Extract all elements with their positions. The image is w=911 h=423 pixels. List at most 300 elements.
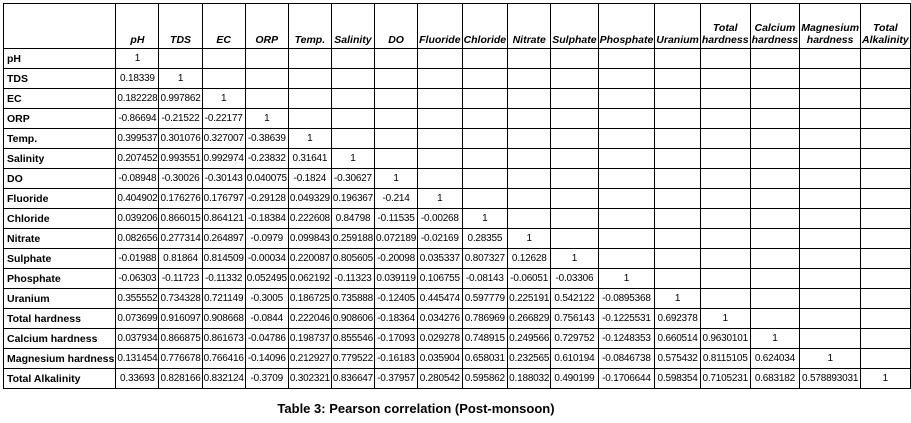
table-cell: 0.866875: [159, 329, 202, 349]
row-label: Chloride: [4, 209, 116, 229]
table-cell: 0.052495: [245, 269, 288, 289]
table-cell: [551, 49, 598, 69]
table-row: [4, 349, 911, 369]
table-cell: 0.575432: [655, 349, 701, 369]
table-cell: [288, 89, 331, 109]
table-cell: -0.0895368: [598, 289, 655, 309]
table-cell: [245, 89, 288, 109]
column-header: Phosphate: [598, 4, 655, 49]
table-cell: 0.039119: [375, 269, 418, 289]
column-header: Temp.: [288, 4, 331, 49]
table-cell: [800, 209, 861, 229]
table-cell: [800, 169, 861, 189]
table-cell: 1: [700, 309, 750, 329]
table-cell: [750, 149, 800, 169]
table-cell: 0.18339: [116, 69, 159, 89]
table-cell: [861, 109, 911, 129]
table-row: [4, 129, 911, 149]
table-cell: -0.18364: [375, 309, 418, 329]
table-cell: 0.595862: [462, 369, 508, 389]
table-cell: 0.404902: [116, 189, 159, 209]
table-cell: 1: [116, 49, 159, 69]
table-cell: 0.207452: [116, 149, 159, 169]
table-cell: [508, 109, 551, 129]
table-cell: [508, 49, 551, 69]
table-cell: -0.11535: [375, 209, 418, 229]
table-cell: -0.06303: [116, 269, 159, 289]
table-cell: [202, 69, 245, 89]
table-cell: [598, 189, 655, 209]
table-cell: 0.864121: [202, 209, 245, 229]
table-cell: [159, 49, 202, 69]
table-cell: 0.992974: [202, 149, 245, 169]
table-cell: 1: [202, 89, 245, 109]
table-cell: [551, 129, 598, 149]
table-cell: [750, 189, 800, 209]
table-cell: [655, 269, 701, 289]
table-cell: [202, 49, 245, 69]
table-cell: [800, 149, 861, 169]
column-header: pH: [116, 4, 159, 49]
table-cell: [245, 49, 288, 69]
table-row: [4, 169, 911, 189]
table-cell: [462, 149, 508, 169]
table-cell: [551, 69, 598, 89]
table-cell: 0.490199: [551, 369, 598, 389]
table-cell: [598, 69, 655, 89]
table-cell: 0.232565: [508, 349, 551, 369]
table-container: [3, 3, 911, 389]
table-cell: [418, 49, 462, 69]
column-header: DO: [375, 4, 418, 49]
table-cell: 0.037934: [116, 329, 159, 349]
table-cell: [800, 229, 861, 249]
table-cell: 0.182228: [116, 89, 159, 109]
table-cell: [861, 149, 911, 169]
table-cell: [331, 129, 374, 149]
table-cell: [700, 189, 750, 209]
column-header: ORP: [245, 4, 288, 49]
table-cell: -0.11323: [331, 269, 374, 289]
table-cell: [750, 309, 800, 329]
table-cell: 0.729752: [551, 329, 598, 349]
table-cell: [462, 109, 508, 129]
table-cell: [508, 189, 551, 209]
table-cell: -0.86694: [116, 109, 159, 129]
table-cell: [750, 269, 800, 289]
table-cell: 0.786969: [462, 309, 508, 329]
table-cell: 0.734328: [159, 289, 202, 309]
table-cell: 1: [288, 129, 331, 149]
table-cell: 1: [375, 169, 418, 189]
row-label: Salinity: [4, 149, 116, 169]
row-label: Fluoride: [4, 189, 116, 209]
table-cell: 0.222608: [288, 209, 331, 229]
table-cell: [598, 249, 655, 269]
table-cell: -0.02169: [418, 229, 462, 249]
table-cell: [655, 189, 701, 209]
table-cell: 0.832124: [202, 369, 245, 389]
table-cell: [800, 269, 861, 289]
column-header: Calcium hardness: [750, 4, 800, 49]
table-cell: [800, 69, 861, 89]
table-cell: [598, 89, 655, 109]
table-cell: 0.186725: [288, 289, 331, 309]
column-header: Total Alkalinity: [861, 4, 911, 49]
table-cell: [655, 69, 701, 89]
table-cell: 0.658031: [462, 349, 508, 369]
table-cell: [418, 129, 462, 149]
table-cell: 0.266829: [508, 309, 551, 329]
table-cell: 0.280542: [418, 369, 462, 389]
table-cell: -0.37957: [375, 369, 418, 389]
table-row: [4, 149, 911, 169]
table-cell: 0.277314: [159, 229, 202, 249]
table-cell: 1: [598, 269, 655, 289]
table-cell: -0.01988: [116, 249, 159, 269]
table-cell: [750, 109, 800, 129]
table-cell: 0.9630101: [700, 329, 750, 349]
table-cell: 0.029278: [418, 329, 462, 349]
table-cell: 0.106755: [418, 269, 462, 289]
table-cell: [331, 109, 374, 129]
table-cell: 0.908606: [331, 309, 374, 329]
table-cell: [551, 109, 598, 129]
table-cell: -0.1706644: [598, 369, 655, 389]
row-label: pH: [4, 49, 116, 69]
table-cell: 0.807327: [462, 249, 508, 269]
table-cell: [508, 89, 551, 109]
table-cell: [655, 149, 701, 169]
table-cell: 0.766416: [202, 349, 245, 369]
table-cell: [800, 109, 861, 129]
table-cell: [508, 69, 551, 89]
table-cell: [418, 149, 462, 169]
table-cell: -0.00034: [245, 249, 288, 269]
table-cell: -0.1248353: [598, 329, 655, 349]
table-cell: [861, 69, 911, 89]
table-cell: 0.445474: [418, 289, 462, 309]
table-cell: [800, 49, 861, 69]
table-cell: -0.11723: [159, 269, 202, 289]
table-cell: [288, 69, 331, 89]
table-cell: [800, 329, 861, 349]
table-cell: [700, 169, 750, 189]
table-cell: -0.08948: [116, 169, 159, 189]
table-cell: 0.249566: [508, 329, 551, 349]
column-header: EC: [202, 4, 245, 49]
table-cell: 0.779522: [331, 349, 374, 369]
table-cell: [861, 289, 911, 309]
table-cell: 0.220087: [288, 249, 331, 269]
table-cell: 0.302321: [288, 369, 331, 389]
table-cell: 0.33693: [116, 369, 159, 389]
table-cell: 0.264897: [202, 229, 245, 249]
table-cell: [508, 129, 551, 149]
table-cell: -0.0844: [245, 309, 288, 329]
table-cell: 0.597779: [462, 289, 508, 309]
table-cell: -0.23832: [245, 149, 288, 169]
table-cell: 0.082656: [116, 229, 159, 249]
header-row: [4, 4, 911, 49]
table-cell: -0.08143: [462, 269, 508, 289]
table-row: [4, 189, 911, 209]
table-cell: [288, 109, 331, 129]
table-cell: 0.035904: [418, 349, 462, 369]
table-cell: [861, 49, 911, 69]
table-cell: [800, 249, 861, 269]
table-cell: -0.21522: [159, 109, 202, 129]
table-cell: -0.18384: [245, 209, 288, 229]
table-cell: -0.16183: [375, 349, 418, 369]
table-cell: [861, 169, 911, 189]
table-cell: [750, 49, 800, 69]
table-cell: [800, 189, 861, 209]
table-cell: 0.776678: [159, 349, 202, 369]
table-cell: 0.855546: [331, 329, 374, 349]
row-label: ORP: [4, 109, 116, 129]
table-cell: [861, 189, 911, 209]
table-row: [4, 229, 911, 249]
table-cell: -0.1824: [288, 169, 331, 189]
row-label: Phosphate: [4, 269, 116, 289]
row-label: Temp.: [4, 129, 116, 149]
table-cell: -0.0846738: [598, 349, 655, 369]
table-cell: 0.176276: [159, 189, 202, 209]
table-cell: [551, 89, 598, 109]
table-cell: 0.040075: [245, 169, 288, 189]
table-cell: 0.624034: [750, 349, 800, 369]
table-cell: 0.578893031: [800, 369, 861, 389]
table-cell: [750, 229, 800, 249]
table-cell: 0.31641: [288, 149, 331, 169]
table-cell: [598, 229, 655, 249]
table-cell: 1: [800, 349, 861, 369]
table-cell: [700, 69, 750, 89]
table-cell: 0.861673: [202, 329, 245, 349]
table-cell: [375, 69, 418, 89]
table-cell: -0.1225531: [598, 309, 655, 329]
table-cell: 0.908668: [202, 309, 245, 329]
table-cell: [551, 149, 598, 169]
table-cell: [700, 229, 750, 249]
table-cell: 0.828166: [159, 369, 202, 389]
table-cell: [331, 69, 374, 89]
table-cell: 0.598354: [655, 369, 701, 389]
table-cell: 0.748915: [462, 329, 508, 349]
table-cell: [655, 89, 701, 109]
table-cell: [750, 289, 800, 309]
table-cell: 0.327007: [202, 129, 245, 149]
table-cell: [598, 109, 655, 129]
table-cell: -0.03306: [551, 269, 598, 289]
table-cell: [418, 69, 462, 89]
correlation-table: [3, 3, 911, 389]
table-cell: [861, 309, 911, 329]
table-cell: [462, 189, 508, 209]
table-row: [4, 329, 911, 349]
table-cell: 0.259188: [331, 229, 374, 249]
table-cell: -0.38639: [245, 129, 288, 149]
table-cell: [800, 309, 861, 329]
table-cell: 0.735888: [331, 289, 374, 309]
table-cell: 0.035337: [418, 249, 462, 269]
table-cell: [700, 129, 750, 149]
table-cell: [861, 229, 911, 249]
table-cell: 0.12628: [508, 249, 551, 269]
table-cell: 0.610194: [551, 349, 598, 369]
table-cell: 1: [245, 109, 288, 129]
table-cell: -0.214: [375, 189, 418, 209]
table-row: [4, 289, 911, 309]
table-cell: 0.198737: [288, 329, 331, 349]
table-cell: 0.196367: [331, 189, 374, 209]
table-cell: -0.3005: [245, 289, 288, 309]
table-cell: -0.17093: [375, 329, 418, 349]
table-cell: [800, 289, 861, 309]
column-header: Fluoride: [418, 4, 462, 49]
table-cell: [655, 49, 701, 69]
table-cell: [508, 169, 551, 189]
table-cell: -0.14096: [245, 349, 288, 369]
table-cell: [700, 49, 750, 69]
table-cell: 0.225191: [508, 289, 551, 309]
column-header: Salinity: [331, 4, 374, 49]
table-cell: 0.542122: [551, 289, 598, 309]
table-cell: 0.039206: [116, 209, 159, 229]
table-cell: 1: [861, 369, 911, 389]
table-cell: 0.997862: [159, 89, 202, 109]
table-cell: 0.062192: [288, 269, 331, 289]
table-cell: [508, 149, 551, 169]
table-cell: -0.12405: [375, 289, 418, 309]
table-cell: 0.188032: [508, 369, 551, 389]
table-cell: [375, 49, 418, 69]
table-cell: [245, 69, 288, 89]
table-cell: 0.072189: [375, 229, 418, 249]
table-cell: 0.28355: [462, 229, 508, 249]
row-label: EC: [4, 89, 116, 109]
table-cell: 0.916097: [159, 309, 202, 329]
table-cell: [598, 149, 655, 169]
table-cell: [462, 129, 508, 149]
table-cell: [861, 89, 911, 109]
table-cell: [750, 169, 800, 189]
column-header: Uranium: [655, 4, 701, 49]
table-cell: [700, 89, 750, 109]
table-cell: 1: [750, 329, 800, 349]
table-cell: [375, 129, 418, 149]
table-cell: [750, 129, 800, 149]
table-cell: [462, 69, 508, 89]
table-cell: -0.30627: [331, 169, 374, 189]
column-header: Nitrate: [508, 4, 551, 49]
table-cell: [861, 129, 911, 149]
table-cell: 0.049329: [288, 189, 331, 209]
table-cell: 1: [655, 289, 701, 309]
table-cell: [700, 269, 750, 289]
row-label: TDS: [4, 69, 116, 89]
table-cell: [700, 149, 750, 169]
table-cell: [655, 249, 701, 269]
table-cell: [861, 349, 911, 369]
table-cell: 0.176797: [202, 189, 245, 209]
table-cell: -0.20098: [375, 249, 418, 269]
row-label: Total hardness: [4, 309, 116, 329]
table-cell: 0.756143: [551, 309, 598, 329]
table-row: [4, 89, 911, 109]
table-cell: 0.692378: [655, 309, 701, 329]
table-cell: [700, 209, 750, 229]
table-cell: [288, 49, 331, 69]
table-cell: [655, 109, 701, 129]
table-cell: -0.06051: [508, 269, 551, 289]
table-cell: [655, 169, 701, 189]
table-cell: [375, 109, 418, 129]
table-cell: 0.814509: [202, 249, 245, 269]
table-cell: [750, 69, 800, 89]
table-cell: [418, 89, 462, 109]
table-cell: 0.683182: [750, 369, 800, 389]
column-header: Chloride: [462, 4, 508, 49]
row-label: Calcium hardness: [4, 329, 116, 349]
table-cell: 1: [159, 69, 202, 89]
table-row: [4, 109, 911, 129]
table-cell: [462, 49, 508, 69]
table-cell: [800, 89, 861, 109]
table-cell: 0.073699: [116, 309, 159, 329]
table-row: [4, 309, 911, 329]
table-cell: [655, 129, 701, 149]
table-cell: 0.222046: [288, 309, 331, 329]
table-cell: 0.131454: [116, 349, 159, 369]
table-cell: [861, 249, 911, 269]
table-caption: Table 3: Pearson correlation (Post-monsoon): [277, 401, 555, 416]
row-label: Uranium: [4, 289, 116, 309]
column-header: Total hardness: [700, 4, 750, 49]
table-cell: [750, 249, 800, 269]
column-header: Sulphate: [551, 4, 598, 49]
table-row: [4, 269, 911, 289]
table-cell: 0.84798: [331, 209, 374, 229]
table-cell: [551, 169, 598, 189]
table-cell: [598, 169, 655, 189]
table-cell: [700, 289, 750, 309]
table-cell: [418, 109, 462, 129]
table-cell: [418, 169, 462, 189]
table-row: [4, 69, 911, 89]
table-cell: 1: [508, 229, 551, 249]
table-cell: [750, 209, 800, 229]
table-cell: [331, 49, 374, 69]
table-cell: [655, 209, 701, 229]
table-cell: [800, 129, 861, 149]
column-header: TDS: [159, 4, 202, 49]
table-row: [4, 249, 911, 269]
table-cell: 0.399537: [116, 129, 159, 149]
table-cell: [462, 169, 508, 189]
table-cell: [655, 229, 701, 249]
table-cell: -0.30143: [202, 169, 245, 189]
column-header: Magnesium hardness: [800, 4, 861, 49]
table-cell: 0.866015: [159, 209, 202, 229]
table-cell: [551, 189, 598, 209]
table-cell: -0.00268: [418, 209, 462, 229]
table-cell: -0.3709: [245, 369, 288, 389]
table-cell: 1: [418, 189, 462, 209]
table-cell: 0.805605: [331, 249, 374, 269]
row-label: Nitrate: [4, 229, 116, 249]
